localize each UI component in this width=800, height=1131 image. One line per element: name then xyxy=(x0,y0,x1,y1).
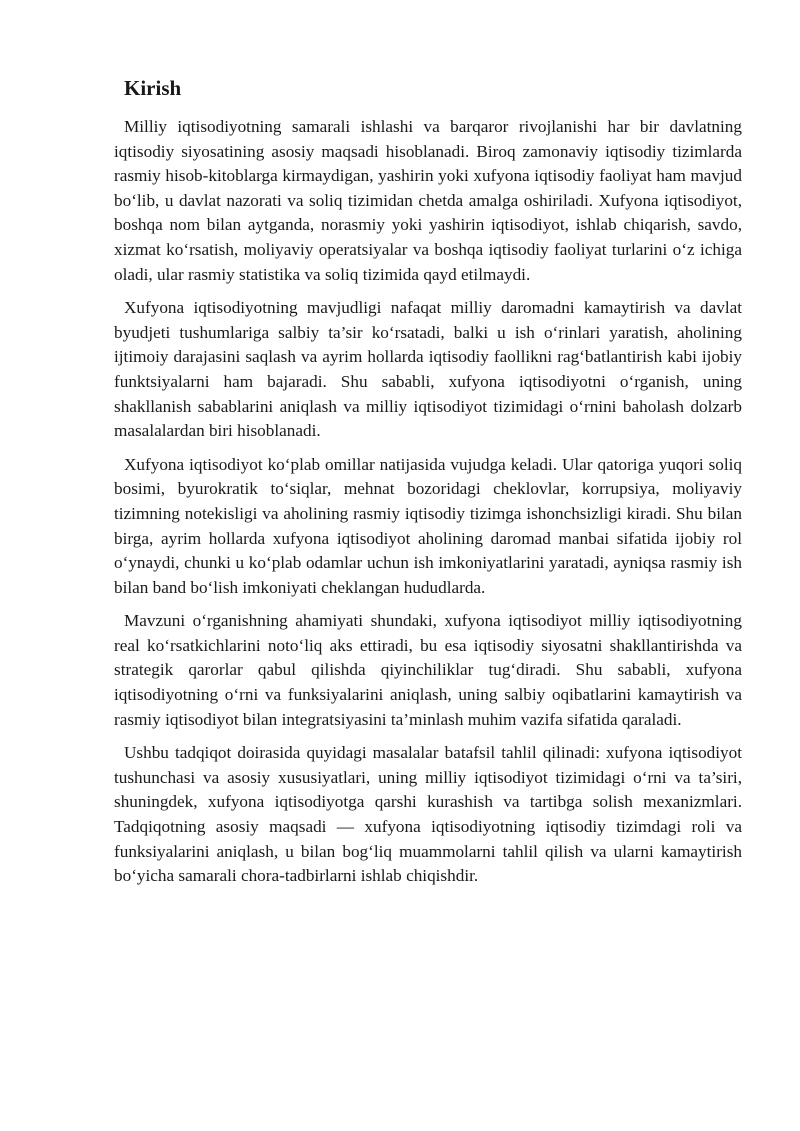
paragraph-1: Milliy iqtisodiyotning samarali ishlashi va barqaror rivojlanishi har bir davlatning iqtisodiy siyosatining asosiy maqsadi hisoblanadi. Biroq zamonaviy iqtisodiy tizimlarda rasmiy hisob-kitoblarga kirmaydigan, yashirin yoki xufyona iqtisodiy faoliyat ham mavjud bo‘lib, u davlat nazorati va soliq tizimidan chetda amalga oshiriladi. Xufyona iqtisodiyot, boshqa nom bilan aytganda, norasmiy yoki yashirin iqtisodiyot, ishlab chiqarish, savdo, xizmat ko‘rsatish, moliyaviy operatsiyalar va boshqa iqtisodiy faoliyat turlarini o‘z ichiga oladi, ular rasmiy statistika va soliq tizimida qayd etilmaydi. xyxy=(114,117,742,284)
document-page xyxy=(114,72,742,898)
section-heading: Kirish xyxy=(124,76,182,100)
paragraph-3: Xufyona iqtisodiyot ko‘plab omillar natijasida vujudga keladi. Ular qatoriga yuqori soliq bosimi, byurokratik to‘siqlar, mehnat bozoridagi cheklovlar, korrupsiya, moliyaviy tizimning notekisligi va aholining rasmiy iqtisodiy tizimga ishonchsizligi kiradi. Shu bilan birga, ayrim hollarda xufyona iqtisodiyot aholining daromad manbai sifatida ijobiy rol o‘ynaydi, chunki u ko‘plab odamlar uchun ish imkoniyatlarini yaratadi, ayniqsa rasmiy ish bilan band bo‘lish imkoniyati cheklangan hududlarda. xyxy=(114,454,742,597)
paragraph-2: Xufyona iqtisodiyotning mavjudligi nafaqat milliy daromadni kamaytirish va davlat byudjeti tushumlariga salbiy ta’sir ko‘rsatadi, balki u ish o‘rinlari yaratish, aholining ijtimoiy darajasini saqlash va ayrim hollarda iqtisodiy faollikni rag‘batlantirish kabi ijobiy funktsiyalarni ham bajaradi. Shu sababli, xufyona iqtisodiyotni o‘rganish, uning shakllanish sabablarini aniqlash va milliy iqtisodiyot tizimidagi o‘rnini baholash dolzarb masalalardan biri hisoblanadi. xyxy=(114,298,742,441)
paragraph-5: Ushbu tadqiqot doirasida quyidagi masalalar batafsil tahlil qilinadi: xufyona iqtisodiyot tushunchasi va asosiy xususiyatlari, uning milliy iqtisodiyot tizimidagi o‘rni va ta’siri, shuningdek, xufyona iqtisodiyotga qarshi kurashish va tartibga solish mexanizmlari. Tadqiqotning asosiy maqsadi — xufyona iqtisodiyotning iqtisodiy tizimdagi roli va funksiyalarini aniqlash, u bilan bog‘liq muammolarni tahlil qilish va ularni kamaytirish bo‘yicha samarali chora-tadbirlarni ishlab chiqishdir. xyxy=(114,743,742,886)
paragraph-4: Mavzuni o‘rganishning ahamiyati shundaki, xufyona iqtisodiyot milliy iqtisodiyotning real ko‘rsatkichlarini noto‘liq aks ettiradi, bu esa iqtisodiy siyosatni shakllantirishda va strategik qarorlar qabul qilishda qiyinchiliklar tug‘diradi. Shu sababli, xufyona iqtisodiyotning o‘rni va funksiyalarini aniqlash, uning salbiy oqibatlarini kamaytirish va rasmiy iqtisodiyot bilan integratsiyasini ta’minlash muhim vazifa sifatida qaraladi. xyxy=(114,611,742,729)
